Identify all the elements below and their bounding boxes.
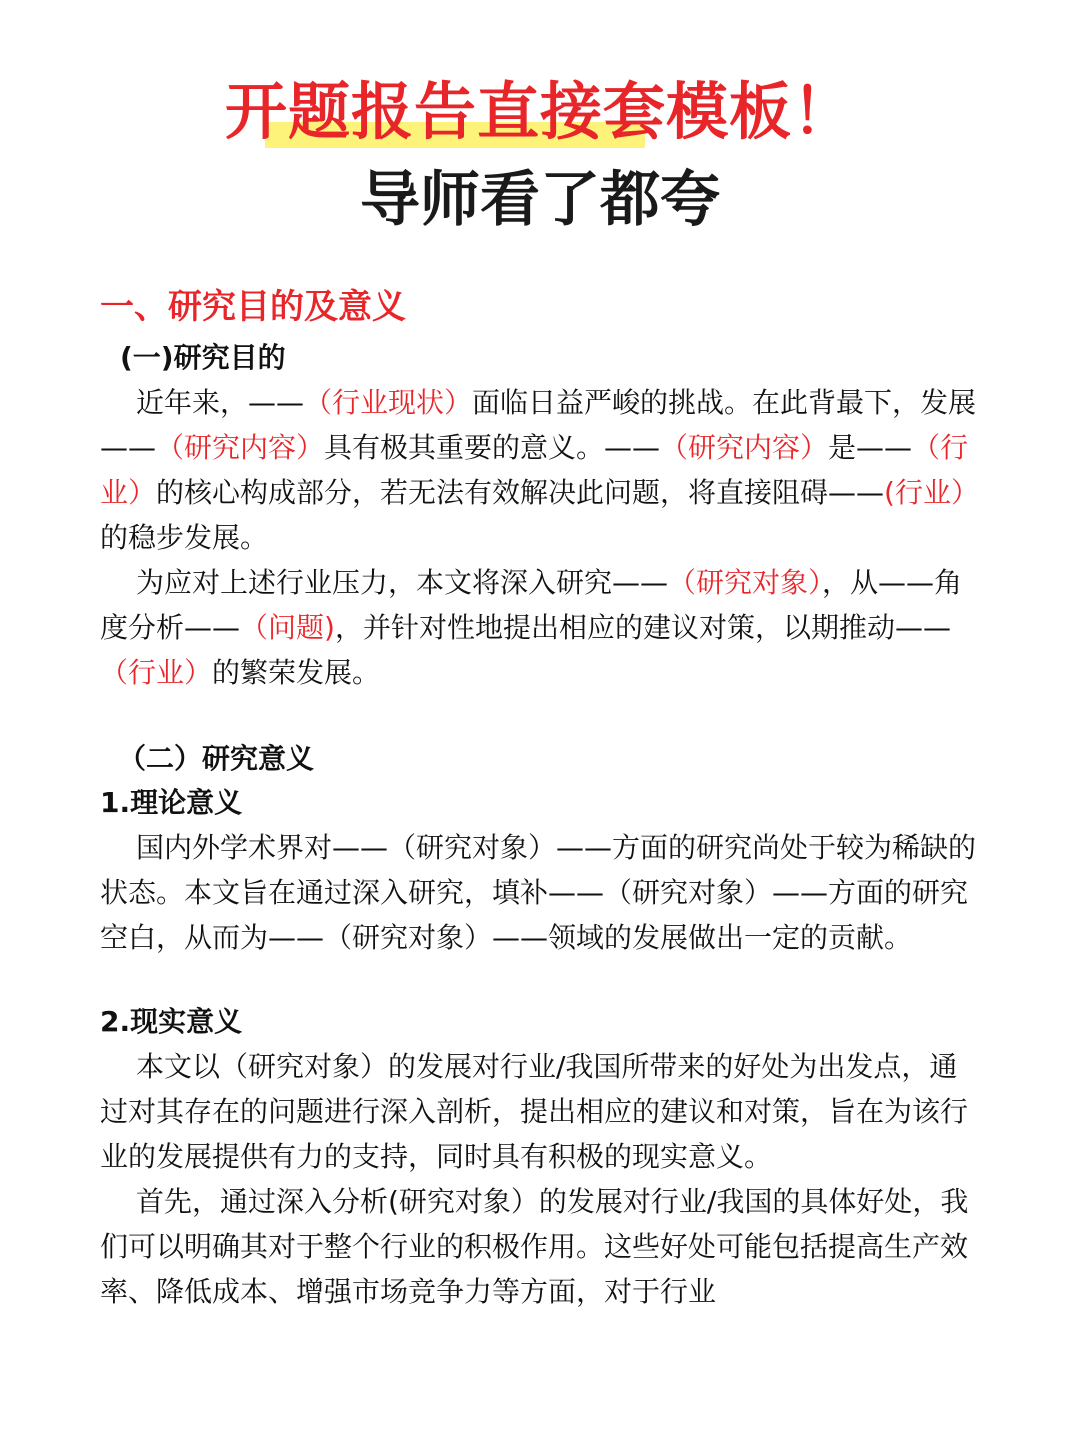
section-heading: 一、研究目的及意义 bbox=[100, 287, 406, 327]
placeholder-text: （研究内容） bbox=[156, 431, 325, 464]
text-run: 具有极其重要的意义。—— bbox=[324, 431, 661, 464]
text-run: 是—— bbox=[828, 431, 913, 464]
main-title bbox=[225, 74, 855, 150]
text-run: ，并针对性地提出相应的建议对策，以期推动—— bbox=[334, 611, 951, 644]
placeholder-text: （问题) bbox=[240, 611, 335, 644]
theory-heading: 1.理论意义 bbox=[100, 786, 243, 819]
placeholder-text: （行业现状） bbox=[304, 386, 473, 419]
placeholder-text: (行业） bbox=[884, 476, 979, 509]
text-run: 的繁荣发展。 bbox=[212, 656, 381, 689]
text-run: 面临日益严峻的挑战。在此背最下，发展—— bbox=[100, 386, 977, 464]
practice-paragraph-1: 本文以（研究对象）的发展对行业/我国所带来的好处为出发点，通过对其存在的问题进行深入剖析，提出相应的建议和对策，旨在为该行业的发展提供有力的支持，同时具有积极的现实意义。 bbox=[100, 1050, 969, 1173]
document-body bbox=[100, 282, 980, 1314]
purpose-paragraph-1 bbox=[100, 380, 980, 560]
text-run: 的核心构成部分，若无法有效解决此问题，将直接阻碍—— bbox=[156, 476, 885, 509]
practice-heading: 2.现实意义 bbox=[100, 1005, 243, 1038]
placeholder-text: （行业） bbox=[100, 656, 213, 689]
text-run: ，从——角度分析—— bbox=[100, 566, 963, 644]
main-title-text: 开题报告直接套模板！ bbox=[224, 75, 855, 148]
placeholder-text: （行业） bbox=[100, 431, 969, 509]
practice-paragraph-2: 首先，通过深入分析(研究对象）的发展对行业/我国的具体好处，我们可以明确其对于整个行业的积极作用。这些好处可能包括提高生产效率、降低成本、增强市场竞争力等方面，对于行业 bbox=[100, 1185, 969, 1308]
placeholder-text: （研究内容） bbox=[660, 431, 829, 464]
placeholder-text: （研究对象） bbox=[668, 566, 823, 599]
text-run: 的稳步发展。 bbox=[100, 521, 269, 554]
subsection-heading-purpose: (一)研究目的 bbox=[120, 341, 286, 374]
purpose-paragraph-2 bbox=[100, 560, 980, 695]
theory-paragraph: 国内外学术界对——（研究对象）——方面的研究尚处于较为稀缺的状态。本文旨在通过深入研究，填补——（研究对象）——方面的研究空白，从而为——（研究对象）——领域的发展做出一定的贡献。 bbox=[100, 831, 977, 954]
text-run: 为应对上述行业压力，本文将深入研究—— bbox=[136, 566, 669, 599]
title-block bbox=[0, 74, 1080, 236]
text-run: 近年来，—— bbox=[136, 386, 305, 419]
subsection-heading-significance: （二）研究意义 bbox=[118, 742, 315, 775]
subtitle: 导师看了都夸 bbox=[360, 165, 720, 235]
